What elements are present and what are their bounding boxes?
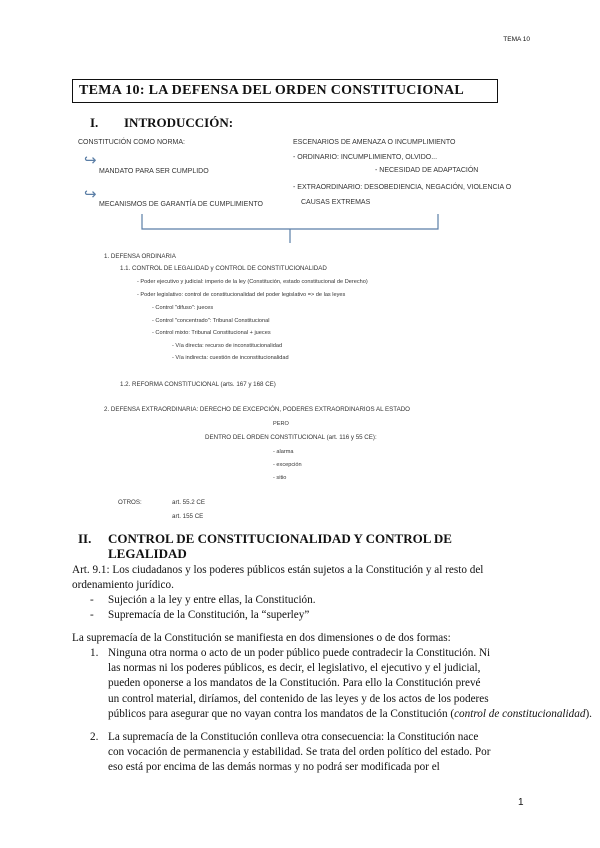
point-1-emphasis: control de constitucionalidad <box>454 707 586 720</box>
section-2-title-cont: LEGALIDAD <box>108 546 187 561</box>
diagram-left-item: MANDATO PARA SER CUMPLIDO <box>99 168 209 175</box>
supremacy-intro: La supremacía de la Constitución se manifiesta en dos dimensiones o de dos formas: <box>72 632 451 644</box>
outline-line: 1.2. REFORMA CONSTITUCIONAL (arts. 167 y 168 CE) <box>120 381 276 388</box>
list-number: 2. <box>90 731 99 743</box>
outline-line: 2. DEFENSA EXTRAORDINARIA: DERECHO DE EXCEPCIÓN, PODERES EXTRAORDINARIOS AL ESTADO <box>104 406 410 413</box>
outline-line: - Control "concentrado": Tribunal Constitucional <box>152 318 270 324</box>
bullet-dash: - <box>90 594 94 606</box>
diagram-right-item: - NECESIDAD DE ADAPTACIÓN <box>375 167 479 174</box>
point-2-line: con vocación de permanencia y estabilidad. Se trata del orden político del estado. Por <box>108 746 491 759</box>
point-1-text <box>108 646 592 722</box>
list-number: 1. <box>90 647 99 659</box>
outline-line: 1.1. CONTROL DE LEGALIDAD y CONTROL DE CONSTITUCIONALIDAD <box>120 265 327 272</box>
curved-arrow-icon: ↪ <box>84 185 97 203</box>
point-2-line: eso está por encima de las demás normas y no podrá ser modificada por el <box>108 761 440 774</box>
diagram-left-item: MECANISMOS DE GARANTÍA DE CUMPLIMIENTO <box>99 201 264 208</box>
outline-line: art. 55.2 CE <box>172 499 206 506</box>
outline-line: DENTRO DEL ORDEN CONSTITUCIONAL (art. 116 y 55 CE): <box>205 434 377 441</box>
outline-line: - Control mixto: Tribunal Constitucional + jueces <box>152 330 271 336</box>
outline-line: - Poder legislativo: control de constitucionalidad del poder legislativo => de las leyes <box>137 292 346 298</box>
diagram-right-item: - EXTRAORDINARIO: DESOBEDIENCIA, NEGACIÓN, VIOLENCIA O <box>293 184 512 191</box>
outline-line: - Vía indirecta: cuestión de inconstitucionalidad <box>172 355 289 361</box>
page-number: 1 <box>518 797 524 808</box>
page-title: TEMA 10: LA DEFENSA DEL ORDEN CONSTITUCIONAL <box>72 79 498 103</box>
outline-line: - alarma <box>273 449 294 455</box>
section-1-number: I. <box>90 115 99 130</box>
outline-line: PERO <box>273 421 289 427</box>
section-2-number: II. <box>78 531 92 546</box>
running-header: TEMA 10 <box>503 36 530 43</box>
point-1-line: un control material, diríamos, del contenido de las leyes y de los actos de los poderes <box>108 692 489 705</box>
point-1-line: Ninguna otra norma o acto de un poder público puede contradecir la Constitución. Ni <box>108 647 491 659</box>
point-1-line: públicos para asegurar que no vayan contra los mandatos de la Constitución ( <box>108 707 455 720</box>
article-text-cont: ordenamiento jurídico. <box>72 579 174 592</box>
diagram-right-item: - ORDINARIO: INCUMPLIMIENTO, OLVIDO... <box>293 154 438 161</box>
bracket-connector <box>140 212 440 244</box>
point-2-line: La supremacía de la Constitución conlleva otra consecuencia: la Constitución nace <box>108 731 479 743</box>
point-1-line: las normas ni los poderes públicos, es decir, el legislativo, el ejecutivo y el judicial, <box>108 662 481 675</box>
bullet-item: Supremacía de la Constitución, la “superley” <box>108 609 310 621</box>
outline-line: 1. DEFENSA ORDINARIA <box>104 253 176 260</box>
diagram-right-item: CAUSAS EXTREMAS <box>301 199 371 206</box>
article-paragraph <box>72 563 532 593</box>
outline-line: OTROS: <box>118 499 142 506</box>
article-label: Art. 9.1: <box>72 564 110 576</box>
outline-line: - Poder ejecutivo y judicial: imperio de la ley (Constitución, estado constitucional de Derecho) <box>137 279 368 285</box>
outline-line: - excepción <box>273 462 302 468</box>
outline-line: - Vía directa: recurso de inconstitucionalidad <box>172 343 283 349</box>
outline-line: - sitio <box>273 475 287 481</box>
outline-line: - Control "difuso": jueces <box>152 305 214 311</box>
point-2-text <box>108 730 528 776</box>
diagram-left-title: CONSTITUCIÓN COMO NORMA: <box>78 139 185 146</box>
bullet-dash: - <box>90 609 94 621</box>
outline-line: art. 155 CE <box>172 513 204 520</box>
curved-arrow-icon: ↪ <box>84 151 97 169</box>
article-text: Los ciudadanos y los poderes públicos están sujetos a la Constitución y al resto del <box>109 564 484 576</box>
diagram-right-title: ESCENARIOS DE AMENAZA O INCUMPLIMIENTO <box>293 139 456 146</box>
point-1-line: pueden oponerse a los mandatos de la Constitución. Para ello la Constitución prevé <box>108 677 481 690</box>
section-2-title: CONTROL DE CONSTITUCIONALIDAD Y CONTROL DE <box>108 531 452 546</box>
section-1-title: INTRODUCCIÓN: <box>124 115 234 130</box>
bullet-item: Sujeción a la ley y entre ellas, la Constitución. <box>108 594 316 606</box>
point-1-line-end: ). <box>585 707 592 720</box>
